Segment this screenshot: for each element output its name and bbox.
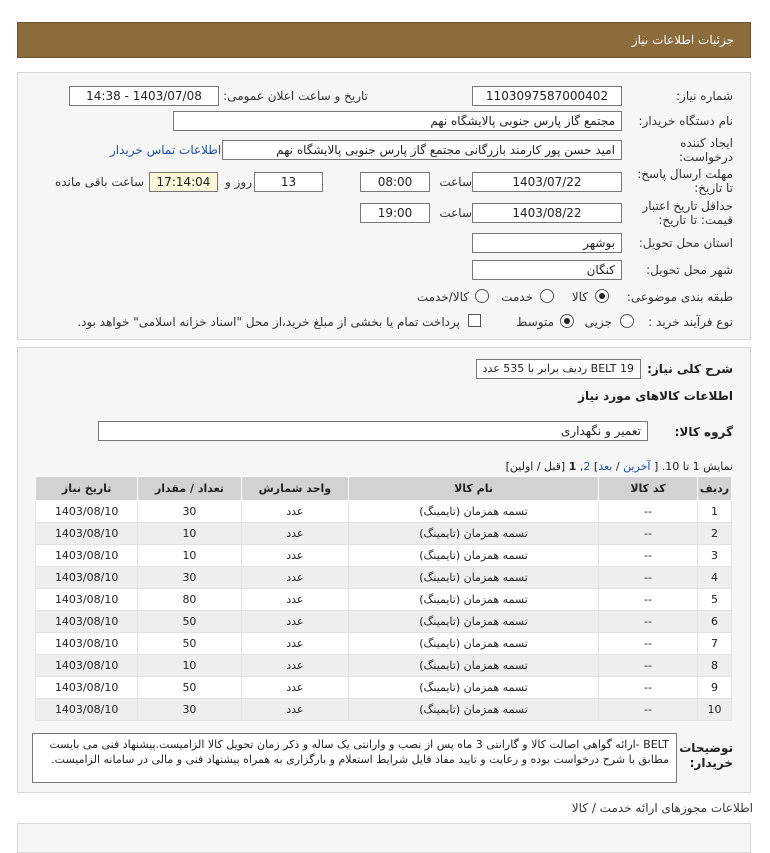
item-unit: عدد (241, 677, 349, 699)
province-field: بوشهر (472, 233, 622, 253)
treasury-payment-checkbox[interactable] (468, 314, 481, 327)
item-need-date: 1403/08/10 (36, 611, 138, 633)
col-quantity-header: تعداد / مقدار (138, 477, 241, 501)
need-number-field: 1103097587000402 (472, 86, 622, 106)
item-code: -- (598, 633, 697, 655)
item-name: تسمه همزمان (تایمینگ) (349, 677, 599, 699)
permits-label: اطلاعات مجوزهای ارائه خدمت / کالا (571, 801, 753, 815)
item-code: -- (598, 677, 697, 699)
item-code: -- (598, 523, 697, 545)
reply-time-field: 08:00 (360, 172, 430, 192)
item-name: تسمه همزمان (تایمینگ) (349, 567, 599, 589)
process-minor-label: جزیی (584, 315, 612, 329)
buyer-contact-link[interactable]: اطلاعات تماس خریدار (110, 143, 222, 157)
summary-label: شرح کلی نیاز: (647, 362, 733, 376)
item-name: تسمه همزمان (تایمینگ) (349, 611, 599, 633)
row-number: 10 (698, 699, 732, 721)
row-number: 6 (698, 611, 732, 633)
validity-date-field: 1403/08/22 (472, 203, 622, 223)
items-table-header (36, 477, 732, 501)
buyer-notes-label: توضیحات (679, 741, 733, 755)
item-unit: عدد (241, 655, 349, 677)
permits-panel (17, 823, 751, 853)
category-service-label: خدمت (501, 290, 533, 304)
item-quantity: 50 (138, 633, 241, 655)
item-need-date: 1403/08/10 (36, 501, 138, 523)
item-code: -- (598, 611, 697, 633)
table-row (36, 677, 732, 699)
validity-label-2: قیمت: تا تاریخ: (658, 213, 733, 227)
pagination-summary: نمایش 1 تا 10. (661, 460, 733, 473)
item-need-date: 1403/08/10 (36, 677, 138, 699)
pagination-separator: / (615, 460, 620, 473)
need-number-label: شماره نیاز: (676, 89, 733, 103)
process-medium-label: متوسط (516, 315, 554, 329)
item-quantity: 50 (138, 611, 241, 633)
row-number: 9 (698, 677, 732, 699)
item-quantity: 10 (138, 523, 241, 545)
table-row (36, 523, 732, 545)
days-label: روز و (225, 175, 252, 189)
pagination-next-link[interactable]: بعد (598, 460, 613, 473)
announce-date-label: تاریخ و ساعت اعلان عمومی: (223, 89, 368, 103)
table-row (36, 501, 732, 523)
items-table-body (36, 501, 732, 721)
days-field: 13 (254, 172, 323, 192)
item-quantity: 30 (138, 501, 241, 523)
item-code: -- (598, 589, 697, 611)
category-goods-service-radio[interactable] (475, 289, 489, 303)
validity-label: حداقل تاریخ اعتبار (642, 199, 733, 213)
category-service-radio[interactable] (540, 289, 554, 303)
pagination-last-link[interactable]: آخرین (623, 460, 651, 473)
item-need-date: 1403/08/10 (36, 699, 138, 721)
item-need-date: 1403/08/10 (36, 545, 138, 567)
buyer-org-field: مجتمع گاز پارس جنوبی پالایشگاه نهم (173, 111, 622, 131)
item-code: -- (598, 567, 697, 589)
item-group-field: تعمیر و نگهداری (98, 421, 648, 441)
item-need-date: 1403/08/10 (36, 523, 138, 545)
row-number: 3 (698, 545, 732, 567)
row-number: 4 (698, 567, 732, 589)
creator-label-2: درخواست: (679, 150, 733, 164)
table-row (36, 633, 732, 655)
item-unit: عدد (241, 699, 349, 721)
item-code: -- (598, 699, 697, 721)
row-number: 7 (698, 633, 732, 655)
pagination-comma: , (579, 460, 584, 473)
category-label: طبقه بندی موضوعی: (626, 290, 733, 304)
item-quantity: 10 (138, 545, 241, 567)
buyer-notes-label-2: خریدار: (689, 756, 733, 770)
process-type-label: نوع فرآیند خرید : (648, 315, 733, 329)
city-label: شهر محل تحویل: (646, 263, 733, 277)
item-code: -- (598, 501, 697, 523)
page-title: جزئیات اطلاعات نیاز (631, 33, 734, 47)
reply-date-field: 1403/07/22 (472, 172, 622, 192)
item-need-date: 1403/08/10 (36, 633, 138, 655)
col-unit-header: واحد شمارش (241, 477, 349, 501)
remaining-time-field: 17:14:04 (149, 172, 218, 192)
validity-time-field: 19:00 (360, 203, 430, 223)
page-header (17, 22, 751, 58)
category-goods-service-label: کالا/خدمت (416, 290, 469, 304)
col-code-header: کد کالا (598, 477, 697, 501)
col-row-header: ردیف (698, 477, 732, 501)
item-code: -- (598, 545, 697, 567)
item-unit: عدد (241, 567, 349, 589)
item-name: تسمه همزمان (تایمینگ) (349, 589, 599, 611)
process-medium-radio[interactable] (560, 314, 574, 328)
pagination (506, 460, 733, 473)
announce-date-field: 1403/07/08 - 14:38 (69, 86, 219, 106)
process-minor-radio[interactable] (620, 314, 634, 328)
item-group-label: گروه کالا: (674, 425, 733, 439)
pagination-prev-first: [قبل / اولین] (505, 460, 566, 473)
items-table (35, 476, 732, 721)
col-name-header: نام کالا (349, 477, 599, 501)
remaining-time-label: ساعت باقی مانده (54, 175, 144, 189)
pagination-page-1: 1 (568, 460, 577, 473)
item-need-date: 1403/08/10 (36, 567, 138, 589)
row-number: 2 (698, 523, 732, 545)
category-goods-radio[interactable] (595, 289, 609, 303)
item-unit: عدد (241, 611, 349, 633)
creator-field: امید حسن پور کارمند بازرگانی مجتمع گاز پارس جنوبی پالایشگاه نهم (222, 140, 622, 160)
category-goods-label: کالا (571, 290, 588, 304)
item-unit: عدد (241, 589, 349, 611)
pagination-close-bracket: ] (593, 460, 599, 473)
item-name: تسمه همزمان (تایمینگ) (349, 523, 599, 545)
reply-time-label: ساعت (439, 175, 472, 189)
table-row (36, 699, 732, 721)
item-quantity: 10 (138, 655, 241, 677)
row-number: 1 (698, 501, 732, 523)
reply-deadline-label: مهلت ارسال پاسخ: (637, 167, 733, 181)
item-quantity: 30 (138, 567, 241, 589)
item-name: تسمه همزمان (تایمینگ) (349, 699, 599, 721)
item-unit: عدد (241, 523, 349, 545)
table-row (36, 655, 732, 677)
item-name: تسمه همزمان (تایمینگ) (349, 501, 599, 523)
buyer-org-label: نام دستگاه خریدار: (638, 114, 733, 128)
treasury-payment-label: پرداخت تمام یا بخشی از مبلغ خرید،از محل "اسناد خزانه اسلامی" خواهد بود. (77, 315, 460, 329)
item-quantity: 80 (138, 589, 241, 611)
item-name: تسمه همزمان (تایمینگ) (349, 545, 599, 567)
row-number: 5 (698, 589, 732, 611)
item-quantity: 30 (138, 699, 241, 721)
col-date-header: تاریخ نیاز (36, 477, 138, 501)
pagination-page-2[interactable]: 2 (583, 460, 591, 473)
buyer-notes-field: BELT -ارائه گواهی اصالت کالا و گارانتی 3 ماه پس از نصب و وارانتی یک ساله و ذکر زمان تحویل کالا الزامیست.پیشنهاد فنی می بایست مطابق با شرح درخواست بوده و رعایت و تایید مفاد فایل شرایط استعلام و بارگزاری به همراه پیشنهاد فنی و مالی در سامانه الزامیست. (32, 733, 677, 783)
item-code: -- (598, 655, 697, 677)
table-row (36, 611, 732, 633)
table-row (36, 589, 732, 611)
summary-field: BELT 19 ردیف برابر با 535 عدد (476, 359, 641, 379)
validity-time-label: ساعت (439, 206, 472, 220)
item-name: تسمه همزمان (تایمینگ) (349, 633, 599, 655)
item-unit: عدد (241, 545, 349, 567)
item-need-date: 1403/08/10 (36, 589, 138, 611)
table-row (36, 567, 732, 589)
creator-label: ایجاد کننده (680, 136, 733, 150)
pagination-open-bracket: [ (653, 460, 659, 473)
item-need-date: 1403/08/10 (36, 655, 138, 677)
province-label: استان محل تحویل: (638, 236, 733, 250)
item-quantity: 50 (138, 677, 241, 699)
item-name: تسمه همزمان (تایمینگ) (349, 655, 599, 677)
items-section-title: اطلاعات کالاهای مورد نیاز (578, 389, 733, 403)
item-unit: عدد (241, 633, 349, 655)
city-field: کنگان (472, 260, 622, 280)
reply-deadline-label-2: تا تاریخ: (694, 181, 733, 195)
table-row (36, 545, 732, 567)
row-number: 8 (698, 655, 732, 677)
item-unit: عدد (241, 501, 349, 523)
